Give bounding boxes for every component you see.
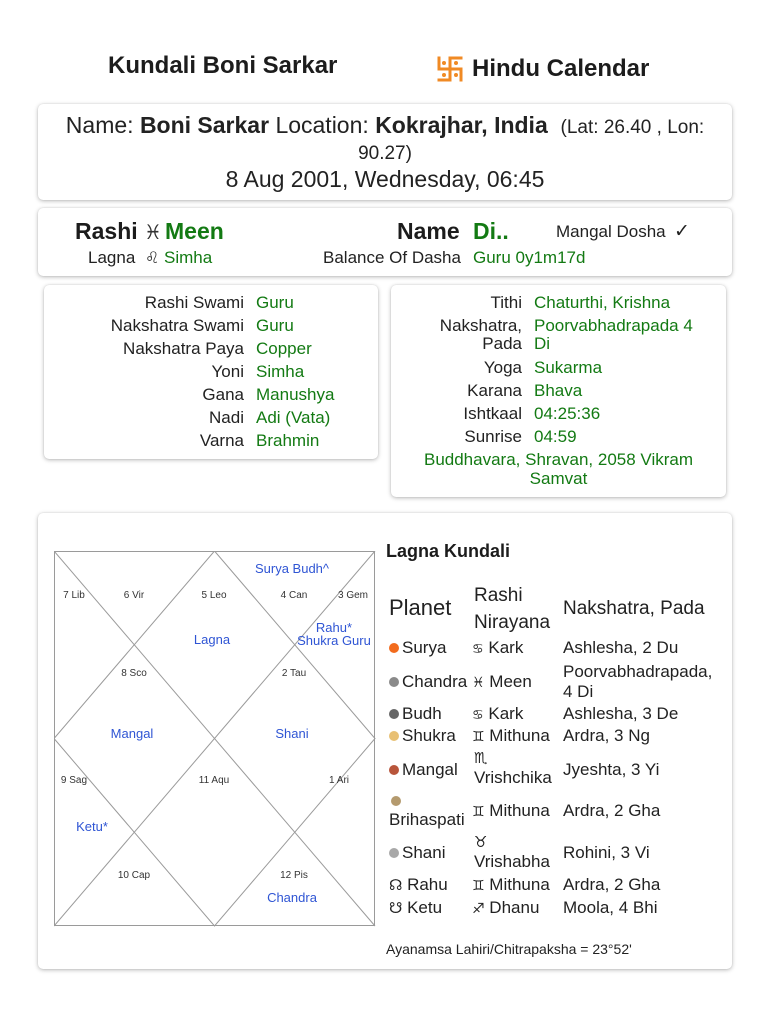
rashi-cell	[472, 726, 550, 746]
nakshatra-cell-cont: 4 Di	[563, 682, 594, 701]
col-header-rashi: Rashi	[474, 585, 523, 606]
planet-name: Surya	[402, 638, 447, 657]
kundali-title: Lagna Kundali	[386, 541, 511, 561]
table-row-ketu	[389, 898, 442, 918]
rashi-cell	[472, 638, 523, 658]
house-3-label: 3 Gem	[337, 590, 369, 601]
rashi-value: Kark	[488, 638, 524, 657]
planet-name: Rahu	[407, 875, 448, 894]
rashi-label: Rashi	[75, 218, 138, 244]
nakshatra-cell: Moola, 4 Bhi	[563, 898, 658, 917]
detail-label: Yoga	[483, 358, 522, 377]
detail-label: Varna	[199, 431, 244, 450]
moon-icon	[389, 677, 399, 687]
detail-label: Nakshatra,	[439, 316, 522, 335]
name-syllable-label: Name	[397, 218, 460, 244]
table-row-brihaspati: Brihaspati	[389, 810, 465, 829]
leo-icon: ♌	[145, 250, 160, 267]
saturn-icon	[389, 848, 399, 858]
rashi-value: Vrishabha	[474, 852, 550, 871]
jupiter-icon	[391, 791, 404, 811]
lagna-value: Simha	[164, 248, 213, 267]
detail-value: Sukarma	[534, 358, 603, 377]
detail-value: Bhava	[534, 381, 583, 400]
planet-name: Shukra	[402, 726, 456, 745]
house-8-label: 8 Sco	[121, 668, 147, 679]
detail-label: Sunrise	[464, 427, 522, 446]
location-value: Kokrajhar, India	[375, 112, 548, 138]
planets-house-2: Shani	[275, 726, 309, 741]
detail-label: Karana	[467, 381, 522, 400]
person-name: Boni Sarkar	[139, 112, 270, 138]
detail-value: Guru	[256, 316, 294, 335]
kundali-chart	[54, 551, 376, 927]
lagna-kundali-card	[38, 513, 732, 969]
house-12-label: 12 Pis	[280, 870, 308, 881]
nakshatra-cell: Ardra, 3 Ng	[563, 726, 650, 745]
rashi-value: Vrishchika	[474, 768, 552, 787]
planet-name: Chandra	[402, 672, 468, 691]
house-1-label: 1 Ari	[328, 775, 350, 786]
nakshatra-cell: Ardra, 2 Gha	[563, 801, 661, 820]
table-row-rahu	[389, 875, 448, 895]
detail-value: Poorvabhadrapada 4	[534, 316, 693, 335]
birth-datetime: 8 Aug 2001, Wednesday, 06:45	[225, 166, 545, 192]
mercury-icon	[389, 709, 399, 719]
planet-name: Mangal	[402, 760, 458, 779]
rashi-value: Mithuna	[489, 875, 550, 894]
planets-house-3: Shukra Guru	[297, 633, 371, 648]
planet-name: Shani	[402, 843, 446, 862]
detail-value: 04:25:36	[534, 404, 601, 423]
rashi-cell	[472, 801, 550, 821]
detail-value: Simha	[256, 362, 305, 381]
cancer-icon: ♋	[472, 641, 484, 656]
detail-value: Brahmin	[256, 431, 320, 450]
lagna-label: Lagna	[88, 248, 136, 267]
detail-label: Yoni	[211, 362, 244, 381]
detail-value: 04:59	[534, 427, 577, 446]
table-row-budh	[389, 704, 442, 724]
rashi-cell	[472, 672, 532, 692]
detail-label: Pada	[482, 334, 522, 353]
house-6-label: 6 Vir	[123, 590, 145, 601]
planet-name: Budh	[402, 704, 442, 723]
planets-house-3-rahu: Rahu*	[315, 620, 353, 635]
rashi-cell	[472, 898, 539, 918]
cancer-icon: ♋	[472, 707, 484, 722]
profile-card	[38, 104, 732, 200]
samvat-line: Samvat	[529, 469, 588, 488]
house-9-label: 9 Sag	[60, 775, 88, 786]
house-10-label: 10 Cap	[117, 870, 151, 881]
sagittarius-icon: ♐	[472, 900, 485, 916]
planet-name: Ketu	[407, 898, 443, 917]
nakshatra-cell: Ashlesha, 2 Du	[563, 638, 679, 657]
mars-icon	[389, 765, 399, 775]
rashi-value: Kark	[488, 704, 524, 723]
samvat-text	[391, 450, 726, 488]
checkmark-icon: ✓	[674, 221, 690, 242]
location-label: Location:	[275, 112, 369, 138]
detail-label: Ishtkaal	[463, 404, 522, 423]
name-label: Name:	[65, 112, 134, 138]
nakshatra-cell: Rohini, 3 Vi	[563, 843, 650, 862]
ayanamsa-note: Ayanamsa Lahiri/Chitrapaksha = 23°52'	[386, 941, 632, 957]
col-header-nakshatra: Nakshatra, Pada	[563, 598, 705, 619]
table-row-shani	[389, 843, 445, 863]
detail-label: Nakshatra Paya	[123, 339, 244, 358]
rashi-value: Meen	[165, 218, 224, 244]
rashi-card	[38, 208, 732, 276]
detail-value: Adi (Vata)	[256, 408, 331, 427]
brand-name: Hindu Calendar	[472, 55, 650, 82]
rahu-icon: ☊	[389, 877, 403, 894]
detail-label: Rashi Swami	[144, 293, 244, 312]
table-row-chandra	[389, 672, 467, 692]
detail-label: Tithi	[490, 293, 522, 312]
gemini-icon: ♊	[472, 877, 485, 893]
gemini-icon: ♊	[472, 803, 485, 819]
detail-value: Manushya	[256, 385, 335, 404]
house-5-label: 5 Leo	[201, 590, 227, 601]
rashi-cell	[472, 875, 550, 895]
dasha-label: Balance Of Dasha	[323, 248, 461, 267]
scorpio-icon: ♏	[474, 750, 488, 767]
table-row-shukra	[389, 726, 456, 746]
nakshatra-cell: Ashlesha, 3 De	[563, 704, 679, 723]
venus-icon	[389, 731, 399, 741]
table-row-surya	[389, 638, 446, 658]
nakshatra-cell: Ardra, 2 Gha	[563, 875, 661, 894]
rashi-cell	[472, 704, 523, 724]
nakshatra-cell: Jyeshta, 3 Yi	[563, 760, 660, 779]
taurus-icon: ♉	[474, 834, 488, 851]
detail-label: Gana	[202, 385, 244, 404]
page-title: Kundali Boni Sarkar	[108, 52, 338, 79]
detail-label: Nadi	[209, 408, 244, 427]
planets-house-12: Chandra	[267, 890, 317, 905]
col-header-planet: Planet	[389, 595, 452, 620]
house-2-label: 2 Tau	[281, 668, 307, 679]
mangal-dosha-label: Mangal Dosha	[556, 222, 666, 241]
ketu-icon: ☋	[389, 900, 403, 917]
col-header-rashi-cont: Nirayana	[474, 612, 551, 633]
planets-house-8: Mangal	[110, 726, 154, 741]
brand-link[interactable]	[434, 54, 649, 84]
planets-house-9: Ketu*	[76, 819, 108, 834]
lagna-marker: Lagna	[193, 632, 231, 647]
sun-icon	[389, 643, 399, 653]
coords-value-cont: 90.27)	[358, 143, 412, 164]
swastika-icon	[434, 54, 466, 84]
detail-value: Guru	[256, 293, 294, 312]
panchang-details-card	[391, 285, 726, 497]
nakshatra-cell: Poorvabhadrapada,	[563, 662, 713, 681]
detail-value: Copper	[256, 339, 312, 358]
planets-house-4: Surya Budh^	[254, 561, 330, 576]
name-syllable-value: Di..	[473, 218, 509, 244]
rashi-value: Dhanu	[489, 898, 540, 917]
dasha-value: Guru 0y1m17d	[473, 248, 586, 267]
jupiter-dot	[391, 796, 401, 806]
table-row-mangal	[389, 760, 458, 780]
gemini-icon: ♊	[472, 728, 485, 744]
pisces-icon: ♓	[472, 674, 485, 690]
nakshatra-details-card	[44, 285, 378, 459]
pisces-icon: ♓	[144, 222, 162, 244]
coords-value: (Lat: 26.40 , Lon:	[560, 117, 705, 138]
detail-label: Nakshatra Swami	[110, 316, 244, 335]
house-7-label: 7 Lib	[63, 590, 85, 601]
rashi-value: Meen	[489, 672, 532, 691]
house-11-label: 11 Aqu	[198, 775, 230, 786]
profile-line	[38, 112, 732, 139]
rashi-value: Mithuna	[489, 726, 550, 745]
detail-value: Chaturthi, Krishna	[534, 293, 671, 312]
detail-value: Di	[534, 334, 551, 353]
samvat-line: Buddhavara, Shravan, 2058 Vikram	[423, 450, 694, 469]
rashi-value: Mithuna	[489, 801, 550, 820]
house-4-label: 4 Can	[280, 590, 308, 601]
